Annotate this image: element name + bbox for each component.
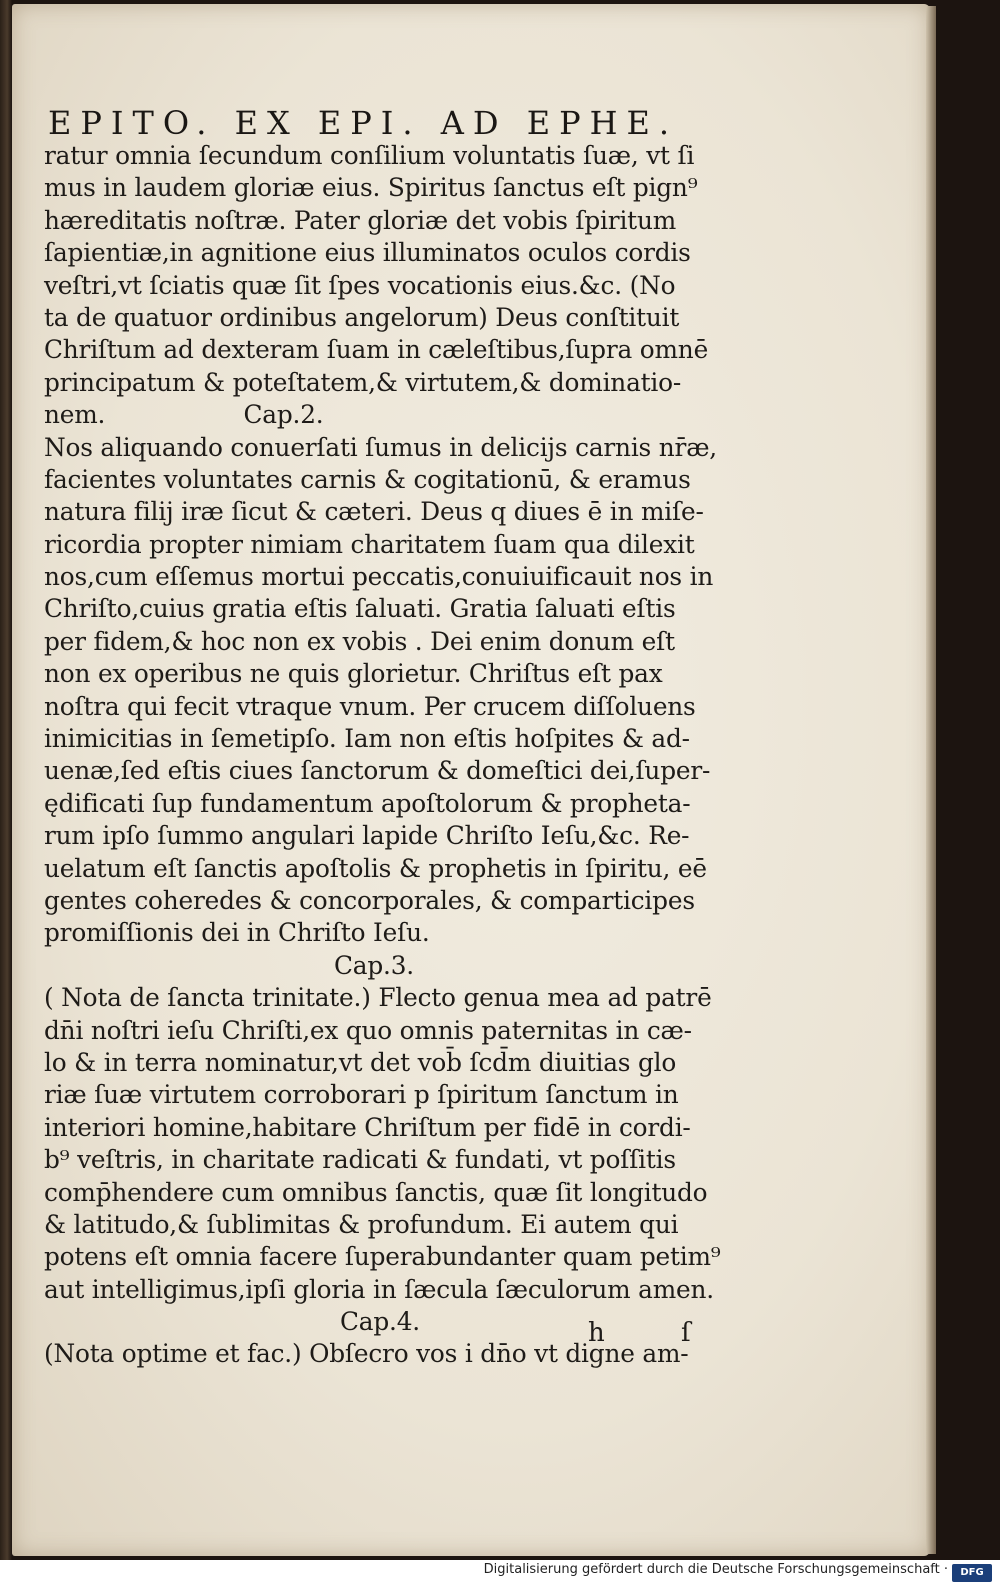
text-line: Chriſto,cuius gratia eſtis ſaluati. Gratia ſaluati eſtis (44, 594, 676, 624)
text-line: promiſſionis dei in Chriſto Ieſu. (44, 918, 430, 948)
text-line: ta de quatuor ordinibus angelorum) Deus conſtituit (44, 302, 680, 332)
chapter-heading: Cap.4. (340, 1307, 420, 1337)
running-head: EPITO. EX EPI. AD EPHE. (48, 104, 679, 142)
text-line: rum ipſo ſummo angulari lapide Chriſto Ieſu,&c. Re- (44, 821, 690, 851)
text-line: ratur omnia ſecundum conſilium voluntatis ſuæ, vt ſi (44, 141, 695, 170)
text-line: interiori homine,habitare Chriſtum per fidē in cordi- (44, 1112, 691, 1142)
chapter-line: nem. Cap.2. (44, 400, 324, 430)
text-line: non ex operibus ne quis glorietur. Chriſtus eſt pax (44, 659, 663, 689)
text-line: hæreditatis noſtræ. Pater gloriæ det vobis ſpiritum (44, 205, 677, 235)
text-line: (Nota optime et fac.) Obſecro vos i dn̄o vt digne am- (44, 1339, 689, 1369)
text-line: ( Nota de ſancta trinitate.) Flecto genua mea ad patrē (44, 983, 712, 1013)
text-line: per fidem,& hoc non ex vobis . Dei enim donum eſt (44, 626, 675, 656)
text-line: uenæ,ſed eſtis ciues ſanctorum & domeſtici dei,ſuper- (44, 756, 711, 786)
text-line: natura filij iræ ſicut & cæteri. Deus q diues ē in miſe- (44, 497, 704, 527)
text-line: potens eſt omnia facere ſuperabundanter quam petim⁹ (44, 1242, 721, 1272)
text-block (44, 140, 734, 1371)
text-line: gentes coheredes & concorporales, & comparticipes (44, 885, 695, 915)
text-line: Nos aliquando conuerſati ſumus in delicijs carnis nr̄æ, (44, 432, 717, 462)
text-line: ędificati ſup fundamentum apoſtolorum & propheta- (44, 788, 691, 818)
text-line: comp̄hendere cum omnibus ſanctis, quæ ſit longitudo (44, 1177, 708, 1207)
text-line: mus in laudem gloriæ eius. Spiritus ſanctus eſt pign⁹ (44, 173, 698, 203)
text-line: b⁹ veſtris, in charitate radicati & fundati, vt poſſitis (44, 1145, 676, 1175)
book-spine-edge (0, 0, 12, 1560)
text-line: nos,cum eſſemus mortui peccatis,conuiuificauit nos in (44, 562, 714, 592)
footer-credit: Digitalisierung gefördert durch die Deutsche Forschungsgemeinschaft · (483, 1562, 948, 1577)
text-line: facientes voluntates carnis & cogitationū, & eramus (44, 464, 691, 494)
text-line: uelatum eſt ſanctis apoſtolis & prophetis in ſpiritu, eē (44, 853, 707, 883)
text-line: Chriſtum ad dexteram ſuam in cæleſtibus,ſupra omnē (44, 335, 709, 365)
text-line: & latitudo,& ſublimitas & profundum. Ei autem qui (44, 1209, 679, 1239)
text-line: riæ ſuæ virtutem corroborari p ſpiritum ſanctum in (44, 1080, 679, 1110)
text-line: veſtri,vt ſciatis quæ ſit ſpes vocationis eius.&c. (No (44, 270, 676, 300)
dfg-logo: DFG (952, 1564, 992, 1582)
text-line: ſapientiæ,in agnitione eius illuminatos oculos cordis (44, 238, 691, 268)
text-line: noſtra qui fecit vtraque vnum. Per crucem diſſoluens (44, 691, 696, 721)
page-fore-edge (926, 6, 936, 1554)
text-line: lo & in terra nominatur,vt det vob̄ ſcd̄m diuitias glo (44, 1047, 677, 1077)
chapter-heading: Cap.3. (334, 950, 414, 980)
text-line: principatum & poteſtatem,& virtutem,& dominatio- (44, 367, 682, 397)
signature-mark: h ſ (588, 1318, 725, 1348)
text-line: inimicitias in ſemetipſo. Iam non eſtis hoſpites & ad- (44, 724, 690, 754)
text-line: dn̄i noſtri ieſu Chriſti,ex quo omnis paternitas in cæ- (44, 1015, 692, 1045)
text-line: ricordia propter nimiam charitatem ſuam qua dilexit (44, 529, 695, 559)
text-line: aut intelligimus,ipſi gloria in ſæcula ſæculorum amen. (44, 1274, 714, 1304)
